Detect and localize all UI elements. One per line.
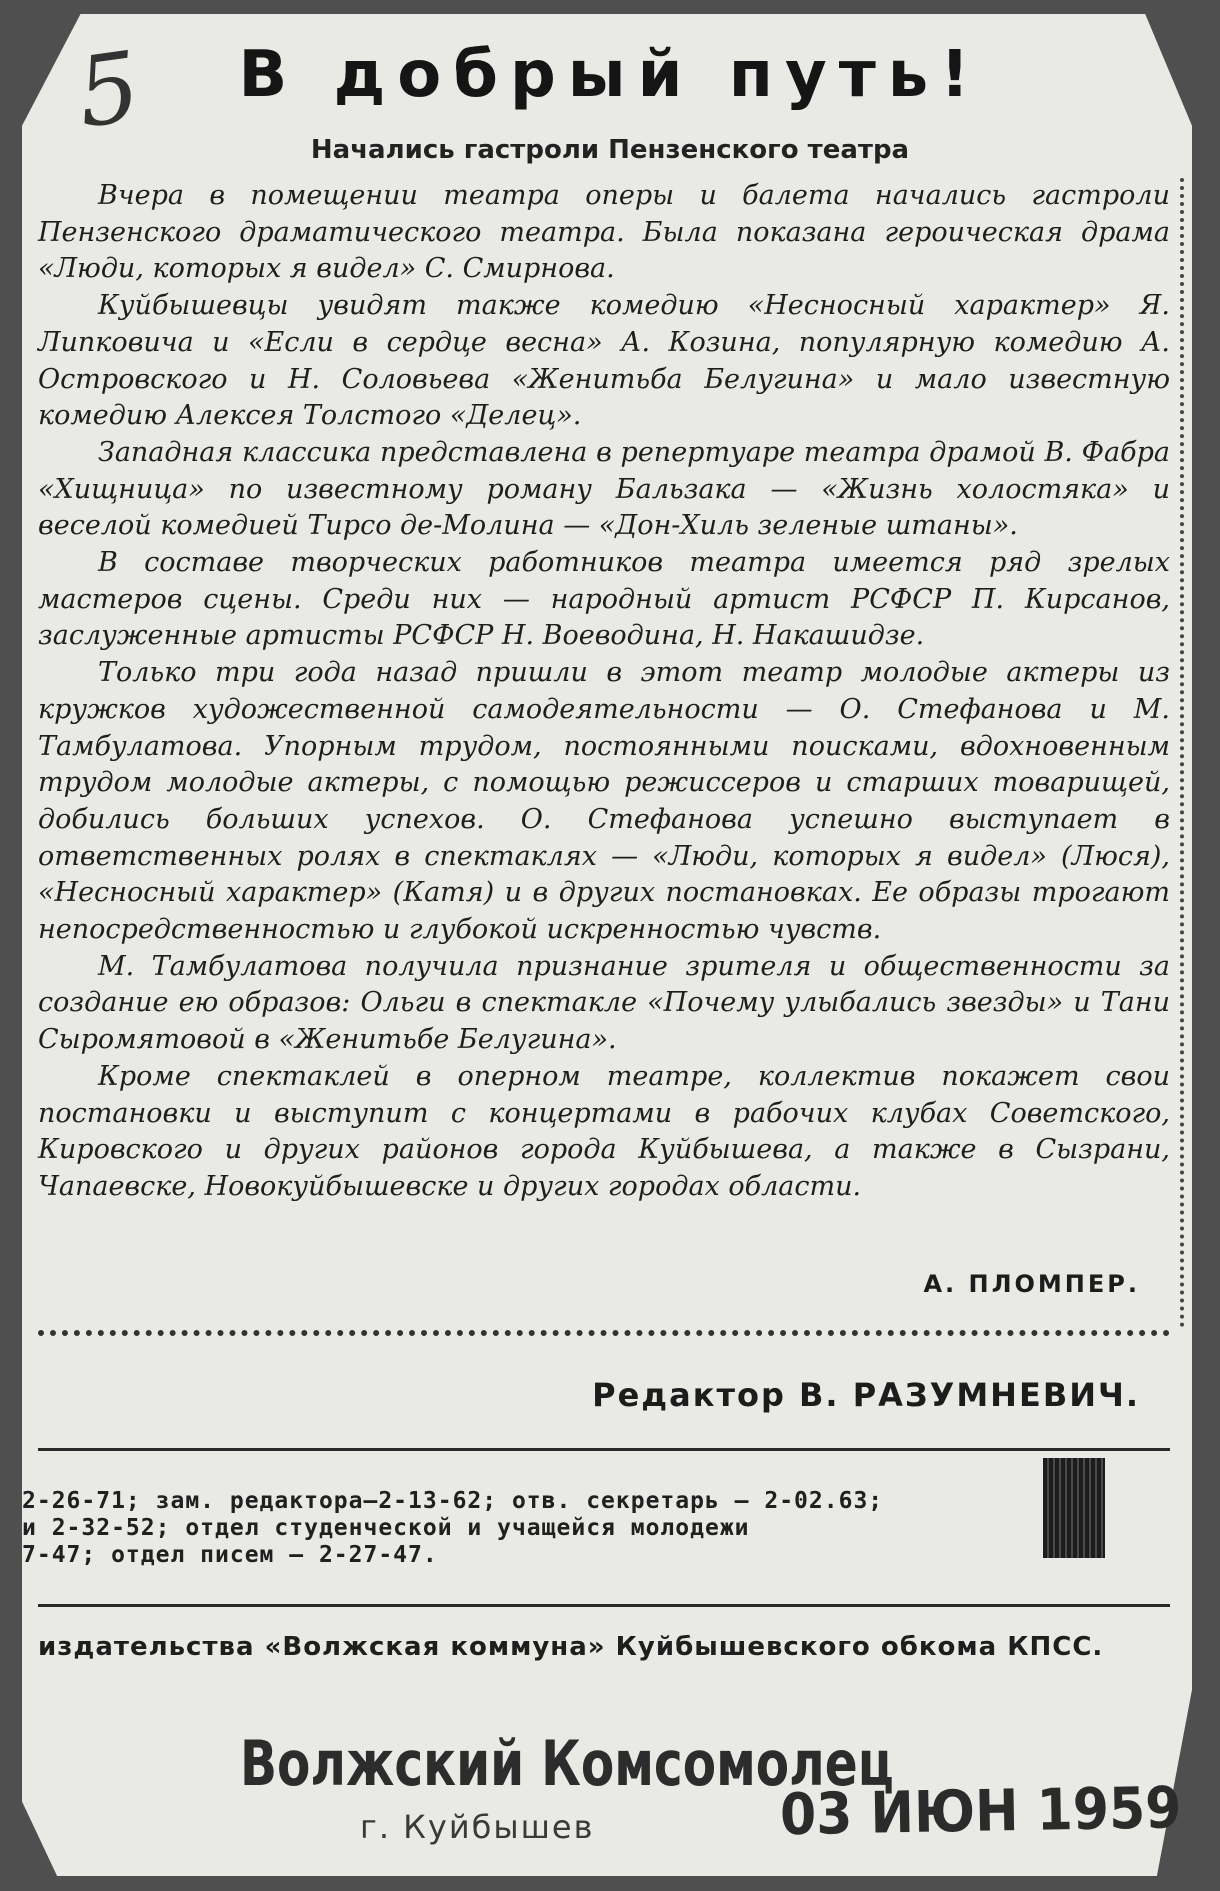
article-body [38,178,1170,1206]
editor-line: Редактор В. РАЗУМНЕВИЧ. [592,1376,1140,1414]
section-divider [38,1330,1170,1336]
paragraph: М. Тамбулатова получила признание зрителя и общественности за создание ею образов: Ольги в спектакле «Почему улыбались звезды» и Тани Сыромятовой в «Женитьбе Белугина». [38,950,1170,1056]
stamp-city: г. Куйбышев [360,1808,595,1846]
stamp-newspaper: Волжский Комсомолец [240,1727,894,1800]
printer-mark-block [1043,1458,1105,1558]
phone-line: 2-26-71; зам. редактора—2-13-62; отв. секретарь — 2-02.63; [22,1488,884,1514]
phone-line: и 2-32-52; отдел студенческой и учащейся молодежи [22,1515,750,1541]
subheadline: Начались гастроли Пензенского театра [310,135,910,165]
paragraph: Вчера в помещении театра оперы и балета начались гастроли Пензенского драматического театра. Была показана героическая драма «Люди, которых я видел» С. Смирнова. [38,180,1170,285]
rule-top [38,1448,1170,1451]
handwritten-mark: 5 [70,30,147,150]
phone-line: 7-47; отдел писем — 2-27-47. [22,1542,438,1568]
rule-bottom [38,1604,1170,1607]
headline: В добрый путь! [238,38,982,112]
author-signature: А. ПЛОМПЕР. [923,1270,1140,1298]
paragraph: Кроме спектаклей в оперном театре, коллектив покажет свои постановки и выступит с концертами в рабочих клубах Советского, Кировского и других районов города Куйбышева, а также в Сызрани, Чапаевске, Новокуйбышевске и других городах области. [38,1060,1170,1202]
stamp-date: 03 ИЮН 1959 [779,1775,1182,1849]
paragraph: Западная классика представлена в репертуаре театра драмой В. Фабра «Хищница» по известному роману Бальзака — «Жизнь холостяка» и веселой комедией Тирсо де-Молина — «Дон-Хиль зеленые штаны». [38,436,1170,542]
paragraph: Только три года назад пришли в этот театр молодые актеры из кружков художественной самодеятельности — О. Стефанова и М. Тамбулатова. Упорным трудом, постоянными поисками, вдохновенным трудом молодые актеры, с помощью режиссеров и старших товарищей, добились больших успехов. О. Стефанова успешно выступает в ответственных ролях в спектаклях — «Люди, которых я видел» (Люся), «Несносный характер» (Катя) и в других постановках. Ее образы трогают непосредственностью и глубокой искренностью чувств. [38,657,1170,946]
phone-directory [22,1488,982,1569]
column-divider [1180,178,1184,1328]
paragraph: Куйбышевцы увидят также комедию «Несносный характер» Я. Липковича и «Если в сердце весна» А. Козина, популярную комедию А. Островского и Н. Соловьева «Женитьба Белугина» и мало известную комедию Алексея Толстого «Делец». [38,290,1170,432]
paragraph: В составе творческих работников театра имеется ряд зрелых мастеров сцены. Среди них — народный артист РСФСР П. Кирсанов, заслуженные артисты РСФСР Н. Воеводина, Н. Накашидзе. [38,547,1170,652]
publisher-line: издательства «Волжская коммуна» Куйбышевского обкома КПСС. [38,1632,1104,1662]
